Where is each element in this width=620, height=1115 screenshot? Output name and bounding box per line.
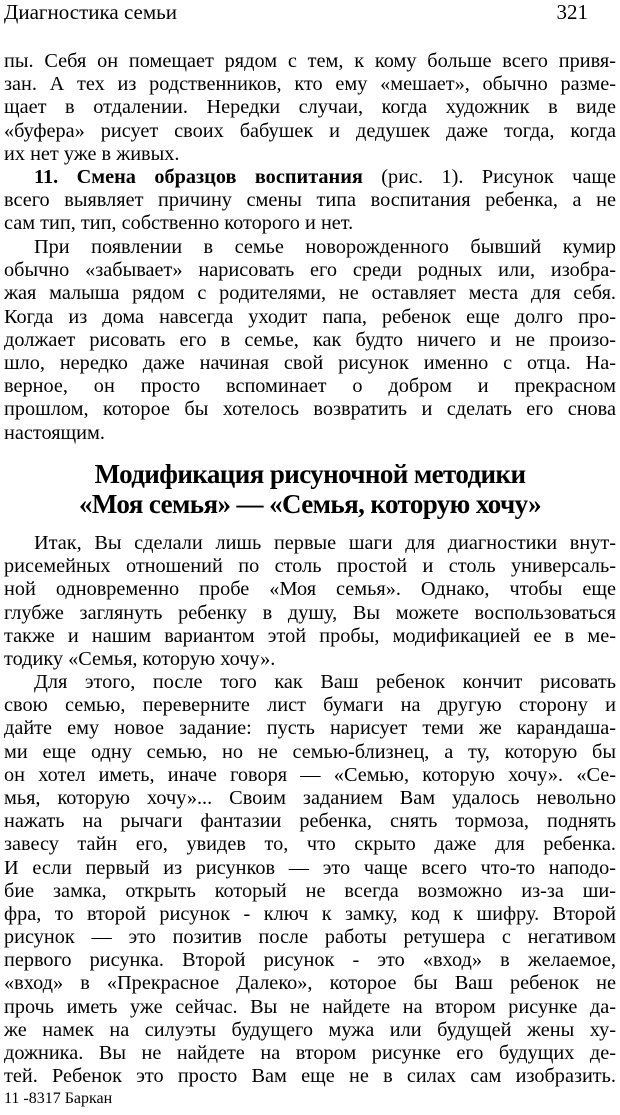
text-line: щает в отдалении. Нередки случаи, когда художник в виде	[4, 96, 616, 119]
text-line: «вход» в «Прекрасное Далеко», которое бы Ваш ребенок не	[4, 972, 616, 995]
paragraph-4	[4, 532, 616, 671]
text-line: обычно «забывает» нарисовать его среди родных или, изобра-	[4, 259, 616, 282]
running-header-title: Диагностика семьи	[4, 0, 177, 24]
text-line: тей. Ребенок это просто Вам еще не в силах сам изобразить.	[4, 1065, 616, 1088]
text-line: свою семью, переверните лист бумаги на другую сторону и	[4, 694, 616, 717]
text-line: настоящим.	[4, 421, 105, 444]
text-line: завесу тайн его, увидев то, что скрыто даже для ребенка.	[4, 833, 616, 856]
text-line: бие замка, открыть который не всегда возможно из-за ши-	[4, 879, 616, 902]
text-line: рисемейных отношений по столь простой и столь универсаль-	[4, 555, 616, 578]
text-line: должает рисовать его в семье, как будто ничего и не произо-	[4, 328, 616, 351]
text-line: жая малыша рядом с родителями, не оставляет места для себя.	[4, 282, 616, 305]
text-line: шло, нередко даже начиная свой рисунок именно с отца. На-	[4, 351, 616, 374]
text-line: И если первый из рисунков — это чаще всего что-то наподо-	[4, 856, 616, 879]
paragraph-1	[4, 50, 616, 166]
text-line: их нет уже в живых.	[4, 142, 180, 165]
section-lead-rest: (рис. 1). Рисунок чаще	[362, 166, 616, 188]
heading-line: Модификация рисуночной методики	[94, 459, 526, 489]
text-line: ной одновременно пробе «Моя семья». Однако, чтобы еще	[4, 578, 616, 601]
page-number: 321	[556, 0, 588, 24]
text-line: мья, которую хочу»... Своим заданием Вам удалось невольно	[4, 786, 616, 809]
text-line: Для этого, после того как Ваш ребенок кончит рисовать	[34, 671, 616, 693]
paragraph-3	[4, 236, 616, 445]
text-line: фра, то второй рисунок - ключ к замку, код к шифру. Второй	[4, 902, 616, 925]
text-line: Итак, Вы сделали лишь первые шаги для диагностики внут-	[34, 532, 616, 554]
text-line: прошлом, которое бы хотелось возвратить и сделать его снова	[4, 398, 616, 421]
paragraph-5	[4, 671, 616, 1088]
text-line: также и нашим вариантом этой пробы, модификацией ее в ме-	[4, 624, 616, 647]
text-line: всего выявляет причину смены типа воспитания ребенка, а не	[4, 189, 616, 212]
text-line: нажать на рычаги фантазии ребенка, снять тормоза, поднять	[4, 810, 616, 833]
text-line: первого рисунка. Второй рисунок - это «вход» в желаемое,	[4, 949, 616, 972]
text-line: рисунок — это позитив после работы ретушера с негативом	[4, 926, 616, 949]
text-line: прочь иметь уже сейчас. Вы не найдете на втором рисунке да-	[4, 995, 616, 1018]
text-line: дожника. Вы не найдете на втором рисунке его будущих де-	[4, 1042, 616, 1064]
text-line: Когда из дома навсегда уходит папа, ребенок еще долго про-	[4, 305, 616, 328]
text-line: глубже заглянуть ребенку в душу, Вы можете воспользоваться	[4, 601, 616, 624]
text-line	[4, 166, 616, 189]
text-line: ми еще одну семью, но не семью-близнец, а ту, которую бы	[4, 740, 616, 763]
text-line: тодику «Семья, которую хочу».	[4, 647, 276, 670]
text-line: зан. А тех из родственников, кто ему «мешает», обычно разме-	[4, 73, 616, 96]
heading-line: «Моя семья» — «Семья, которую хочу»	[78, 489, 542, 519]
text-line: же намек на силуэты будущего мужа или будущей жены ху-	[4, 1018, 616, 1041]
text-line: сам тип, тип, собственно которого и нет.	[4, 212, 354, 235]
text-line: пы. Себя он помещает рядом с тем, к кому больше всего привя-	[4, 50, 616, 72]
text-line: дайте ему новое задание: пусть нарисует теми же карандаша-	[4, 717, 616, 740]
section-heading	[0, 459, 620, 519]
paragraph-2	[4, 166, 616, 236]
text-line: верное, он просто вспоминает о добром и прекрасном	[4, 375, 616, 398]
section-lead-bold: 11. Смена образцов воспитания	[34, 166, 363, 188]
text-line: он хотел иметь, иначе говоря — «Семью, которую хочу». «Се-	[4, 763, 616, 786]
text-line: «буфера» рисует своих бабушек и дедушек даже тогда, когда	[4, 119, 616, 142]
print-signature: 11 -8317 Баркан	[4, 1090, 113, 1107]
text-line: При появлении в семье новорожденного бывший кумир	[34, 236, 616, 258]
running-header	[4, 0, 588, 26]
